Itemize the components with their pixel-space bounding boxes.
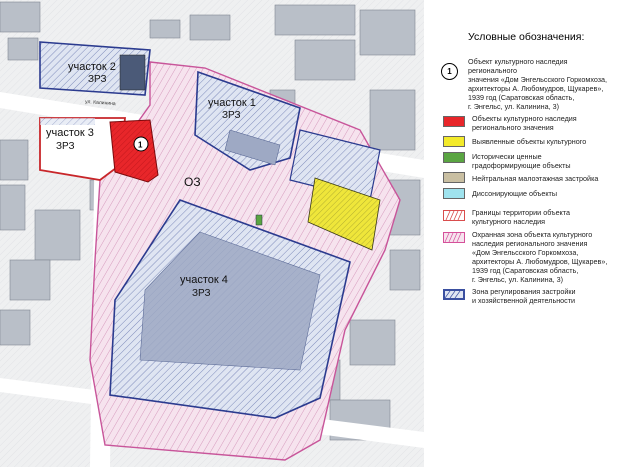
oz-label: ОЗ	[184, 175, 201, 189]
legend-title: Условные обозначения:	[468, 31, 585, 43]
plot-1-zone: ЗРЗ	[222, 110, 241, 121]
legend-line: «Дом Энгельсского Горкомхоза,	[472, 248, 579, 257]
plot-2-label: участок 2	[68, 61, 116, 73]
legend-item-regulation	[472, 287, 620, 305]
cultural-heritage-object[interactable]	[110, 120, 158, 182]
legend-swatch-historic	[443, 152, 465, 163]
legend-object-line: архитекторы А. Любомудров, Щукарев»,	[468, 84, 604, 93]
plot-4-zone: ЗРЗ	[192, 288, 211, 299]
legend-object-marker: 1	[441, 63, 458, 80]
legend-item-boundary	[472, 208, 620, 226]
legend-object-line: г. Энгельс, ул. Калинина, 3)	[468, 102, 559, 111]
legend-item-dissonant	[472, 189, 620, 198]
legend-item-historic	[472, 152, 620, 170]
legend-swatch-cultural	[443, 116, 465, 127]
legend-line: Границы территории объекта	[472, 208, 570, 217]
legend-line: 1939 год (Саратовская область,	[472, 266, 579, 275]
legend-swatch-revealed	[443, 136, 465, 147]
legend-line: градоформирующие объекты	[472, 161, 571, 170]
legend-object-line: Объект культурного наследия регионального	[468, 57, 568, 75]
legend-swatch-neutral	[443, 172, 465, 183]
legend-line: г. Энгельс, ул. Калинина, 3)	[472, 275, 563, 284]
legend-line: Выявленные объекты культурного	[472, 137, 587, 146]
legend-line: Зона регулирования застройки	[472, 287, 576, 296]
legend-line: архитекторы А. Любомудров, Щукарев»,	[472, 257, 608, 266]
legend-line: Объекты культурного наследия	[472, 114, 577, 123]
legend-line: Исторически ценные	[472, 152, 542, 161]
plot-4-label: участок 4	[180, 274, 228, 286]
legend-object-text	[468, 57, 618, 111]
plot-1-label: участок 1	[208, 97, 256, 109]
legend-line: культурного наследия	[472, 217, 546, 226]
legend-item-revealed	[472, 137, 620, 146]
legend-item-cultural	[472, 114, 620, 132]
legend-line: регионального значения	[472, 123, 554, 132]
legend-item-protection	[472, 230, 622, 284]
legend-swatch-regulation	[443, 289, 465, 300]
legend-object-line: значения «Дом Энгельсского Горкомхоза,	[468, 75, 608, 84]
legend-swatch-dissonant	[443, 188, 465, 199]
legend-object-line: 1939 год (Саратовская область,	[468, 93, 575, 102]
legend-line: Диссонирующие объекты	[472, 189, 558, 198]
plot-3-label: участок 3	[46, 127, 94, 139]
legend-line: наследия регионального значения	[472, 239, 588, 248]
plot-2-zone: ЗРЗ	[88, 74, 107, 85]
legend-panel	[424, 0, 624, 467]
legend-swatch-boundary	[443, 210, 465, 221]
plot-3-zone: ЗРЗ	[56, 141, 75, 152]
legend-item-neutral	[472, 174, 620, 183]
legend-line: Нейтральная малоэтажная застройка	[472, 174, 599, 183]
legend-line: Охранная зона объекта культурного	[472, 230, 593, 239]
legend-line: и хозяйственной деятельности	[472, 296, 576, 305]
legend-swatch-protection	[443, 232, 465, 243]
object-marker-number: 1	[138, 140, 143, 150]
street-label: ул. Калинина	[84, 99, 116, 108]
